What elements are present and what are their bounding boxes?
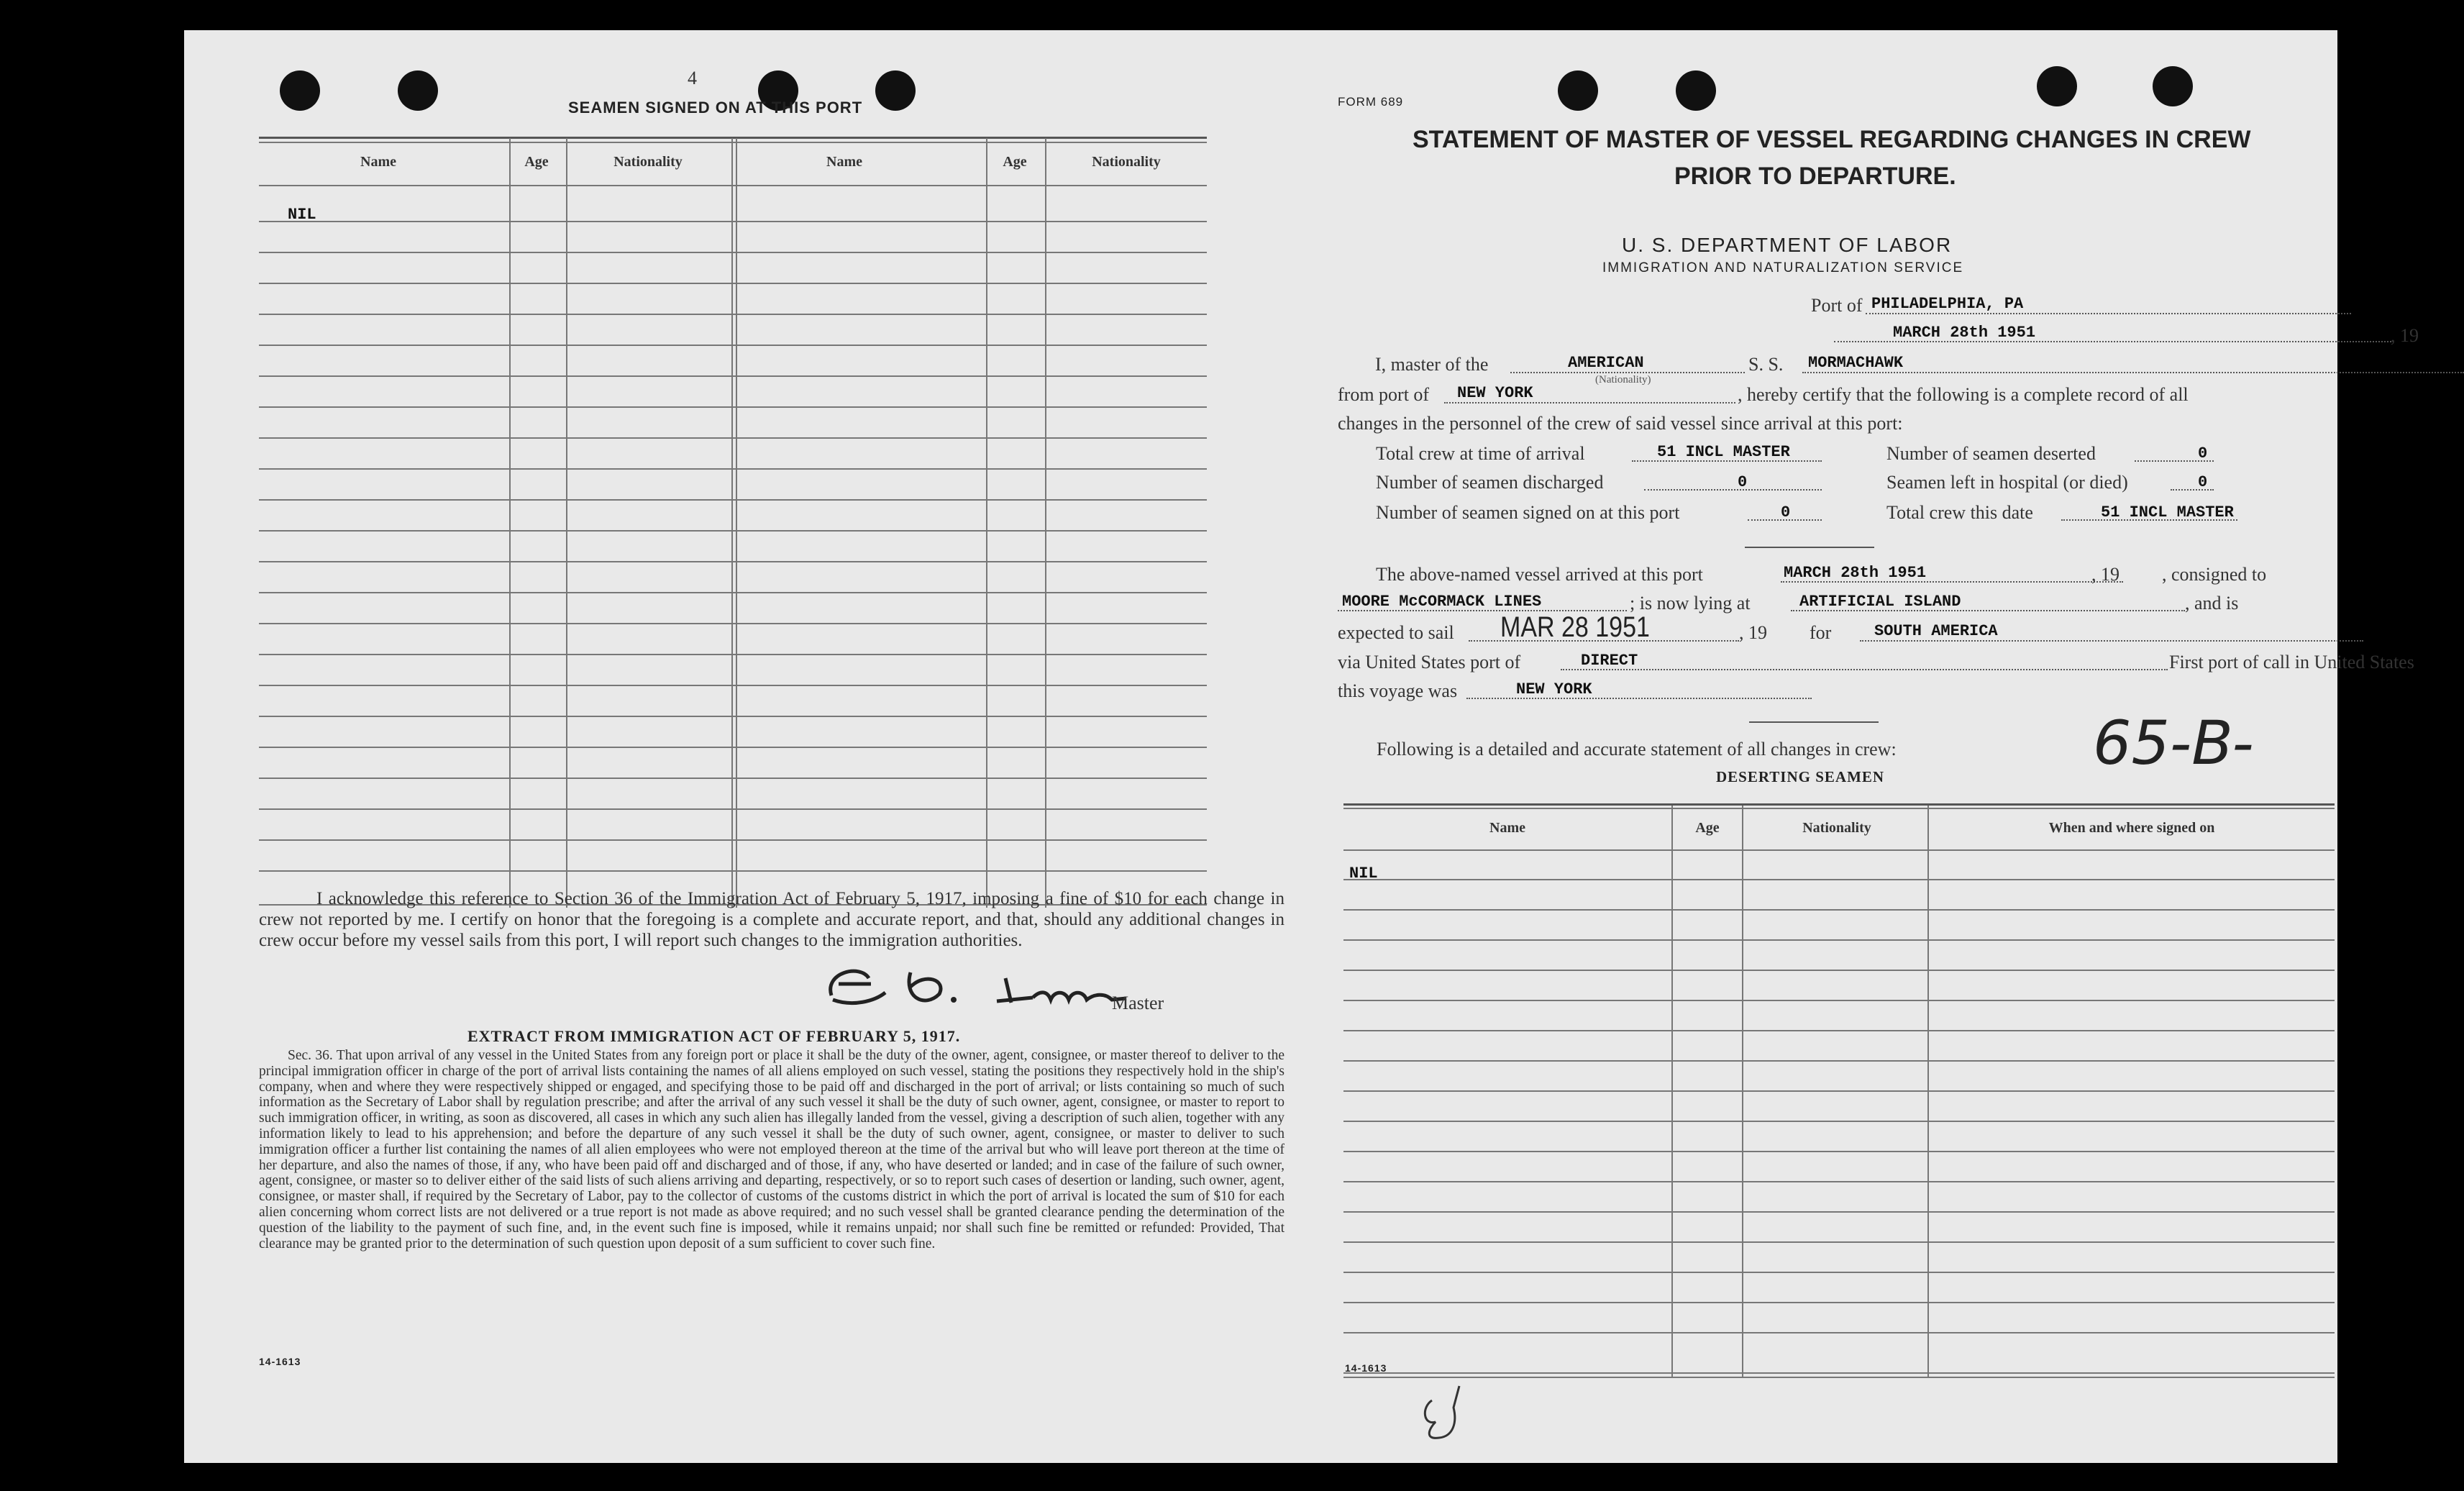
date-value: MARCH 28th 1951 bbox=[1893, 324, 2036, 342]
form-code: 14-1613 bbox=[259, 1356, 301, 1367]
column-header: When and where signed on bbox=[2048, 820, 2215, 836]
voyage-label: this voyage was bbox=[1338, 680, 1458, 701]
sail-suffix: , 19 bbox=[1739, 622, 1767, 643]
year-suffix: , 19 bbox=[2391, 325, 2419, 346]
and-is-label: , and is bbox=[2185, 593, 2239, 614]
left-page-title: SEAMEN SIGNED ON AT THIS PORT bbox=[568, 99, 863, 117]
first-port-label: First port of call in United States bbox=[2169, 652, 2414, 672]
page-number: 4 bbox=[688, 68, 697, 88]
statement-subtitle: PRIOR TO DEPARTURE. bbox=[1674, 163, 1956, 190]
master-of-label: I, master of the bbox=[1375, 354, 1489, 375]
hospital-label: Seamen left in hospital (or died) bbox=[1886, 472, 2128, 493]
column-header: Age bbox=[1695, 820, 1720, 836]
discharged-value: 0 bbox=[1738, 473, 1748, 491]
handwritten-code: 65-B- bbox=[2093, 708, 2254, 778]
extract-text: Sec. 36. That upon arrival of any vessel in the United States from any foreign port or place it shall be the duty of the owner, agent, consignee, or master thereof to deliver to the principal immigration officer in charge of the port of arrival lists containing the names of all aliens employed on such vessel, stating the positions they respectively hold in the ship's company, when and where they were respectively shipped or engaged, and specifying those to be paid off and discharged in the port of arrival; or lists containing so much of such information as the Secretary of Labor shall by regulation prescribe; and after the arrival of any such vessel it shall be the duty of such owner, agent, consignee, or master to report to such immigration officer, in writing, as soon as discovered, all cases in which any such alien has illegally landed from the vessel, giving a description of such alien, together with any information likely to lead to his apprehension; and before the departure of any such vessel it shall be the duty of such owner, agent, consignee, or master to deliver to such immigration officer a further list containing the names of all alien employees who were not employed thereon at the time of the arrival but who will leave port thereon at the time of her departure, and also the names of those, if any, who have been paid off and discharged and of those, if any, who have deserted or landed; and in case of the failure of such owner, agent, consignee, or master so to deliver either of the said lists of such aliens arriving and departing, respectively, or so to report such cases of desertion or landing, such owner, agent, consignee, or master shall, if required by the Secretary of Labor, pay to the collector of customs of the customs district in which the port of arrival is located the sum of $10 for each alien concerning whom correct lists are not delivered or a true report is not made as above required; and no such vessel shall be granted clearance pending the determination of the question of the liability to the payment of such fine, and, in the event such fine is imposed, while it remains unpaid; nor shall such fine be remitted or refunded: Provided, That clearance may be granted prior to the determination of such question upon deposit of a sum sufficient to cover such fine. bbox=[259, 1048, 1285, 1251]
form-code: 14-1613 bbox=[1345, 1362, 1387, 1374]
extract-title: EXTRACT FROM IMMIGRATION ACT OF FEBRUARY 5, 1917. bbox=[467, 1027, 961, 1045]
vessel-value: MORMACHAWK bbox=[1808, 354, 1904, 372]
column-header: Name bbox=[360, 154, 396, 170]
port-value: PHILADELPHIA, PA bbox=[1871, 295, 2024, 313]
punch-hole bbox=[875, 70, 916, 111]
deserted-label: Number of seamen deserted bbox=[1886, 443, 2096, 464]
service-name: IMMIGRATION AND NATURALIZATION SERVICE bbox=[1602, 260, 1964, 275]
table-entry: NIL bbox=[288, 206, 316, 224]
consignee-value: MOORE McCORMACK LINES bbox=[1342, 593, 1542, 611]
deserting-title: DESERTING SEAMEN bbox=[1716, 768, 1885, 785]
punch-hole bbox=[1558, 70, 1598, 111]
column-header: Name bbox=[1489, 820, 1525, 836]
acknowledgement-text: I acknowledge this reference to Section 36 of the Immigration Act of February 5, 1917, imposing a fine of $10 for each change in crew not reported by me. I certify on honor that the foregoing is a complete and accurate report, and that, should any additional changes in crew occur before my vessel sails from this port, I will report such changes to the immigration authorities. bbox=[259, 889, 1285, 950]
arrived-suffix: , 19 bbox=[2091, 564, 2120, 585]
destination-value: SOUTH AMERICA bbox=[1874, 622, 1998, 640]
port-label: Port of bbox=[1811, 295, 1863, 316]
from-port-label: from port of bbox=[1338, 384, 1430, 405]
signed-on-label: Number of seamen signed on at this port bbox=[1376, 502, 1680, 523]
sail-date-stamp: MAR 28 1951 bbox=[1500, 611, 1650, 643]
from-port-value: NEW YORK bbox=[1457, 384, 1533, 402]
ss-label: S. S. bbox=[1748, 354, 1784, 375]
column-header: Age bbox=[1003, 154, 1027, 170]
column-header: Name bbox=[826, 154, 862, 170]
deserted-value: 0 bbox=[2198, 444, 2208, 462]
signature-role: Master bbox=[1112, 993, 1164, 1013]
department-name: U. S. DEPARTMENT OF LABOR bbox=[1622, 234, 1953, 256]
total-crew-date-value: 51 INCL MASTER bbox=[2101, 503, 2234, 521]
column-header: Age bbox=[524, 154, 549, 170]
lying-value: ARTIFICIAL ISLAND bbox=[1799, 593, 1961, 611]
document-sheet bbox=[184, 30, 2419, 1463]
handwritten-mark bbox=[1418, 1372, 1475, 1444]
discharged-label: Number of seamen discharged bbox=[1376, 472, 1604, 493]
column-header: Nationality bbox=[613, 154, 683, 170]
table-entry: NIL bbox=[1349, 865, 1378, 883]
punch-hole bbox=[2153, 66, 2193, 106]
total-crew-arrival-label: Total crew at time of arrival bbox=[1376, 443, 1585, 464]
arrived-value: MARCH 28th 1951 bbox=[1784, 564, 1927, 582]
sail-label: expected to sail bbox=[1338, 622, 1454, 643]
punch-hole bbox=[1676, 70, 1716, 111]
column-header: Nationality bbox=[1802, 820, 1871, 836]
punch-hole bbox=[280, 70, 320, 111]
statement-title: STATEMENT OF MASTER OF VESSEL REGARDING CHANGES IN CREW bbox=[1413, 126, 2251, 153]
punch-hole bbox=[2037, 66, 2077, 106]
signed-on-value: 0 bbox=[1781, 503, 1791, 521]
hospital-value: 0 bbox=[2198, 473, 2208, 491]
via-label: via United States port of bbox=[1338, 652, 1521, 672]
following-text: Following is a detailed and accurate statement of all changes in crew: bbox=[1377, 739, 1897, 760]
lying-label: ; is now lying at bbox=[1630, 593, 1751, 614]
voyage-value: NEW YORK bbox=[1516, 680, 1592, 698]
consigned-label: , consigned to bbox=[2162, 564, 2267, 585]
nationality-value: AMERICAN bbox=[1568, 354, 1644, 372]
certify-text: , hereby certify that the following is a complete record of all bbox=[1738, 384, 2189, 405]
total-crew-date-label: Total crew this date bbox=[1886, 502, 2033, 523]
punch-hole bbox=[398, 70, 438, 111]
column-header: Nationality bbox=[1092, 154, 1161, 170]
for-label: for bbox=[1810, 622, 1832, 643]
nationality-caption: (Nationality) bbox=[1595, 374, 1651, 386]
certify-text: changes in the personnel of the crew of said vessel since arrival at this port: bbox=[1338, 413, 1903, 434]
total-crew-arrival-value: 51 INCL MASTER bbox=[1657, 443, 1790, 461]
arrived-label: The above-named vessel arrived at this port bbox=[1376, 564, 1703, 585]
via-value: DIRECT bbox=[1581, 652, 1638, 670]
form-number: FORM 689 bbox=[1338, 95, 1404, 109]
